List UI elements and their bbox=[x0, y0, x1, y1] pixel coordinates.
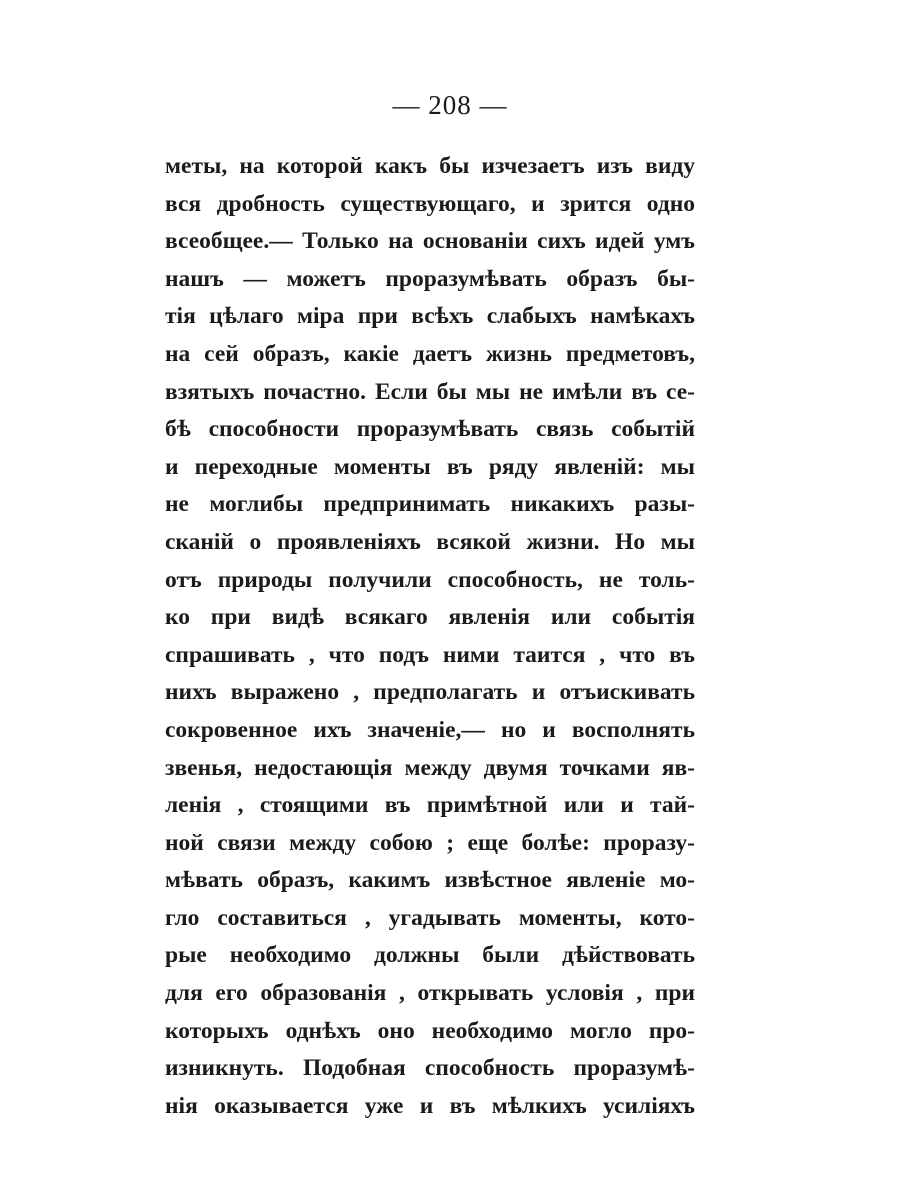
text-line: нихъ выражено , предполагать и отъискивать bbox=[165, 679, 695, 706]
text-line: спрашивать , что подъ ними таится , что въ bbox=[165, 641, 695, 668]
text-line: не моглибы предпринимать никакихъ разы- bbox=[165, 491, 695, 518]
text-line: гло составиться , угадывать моменты, кото- bbox=[165, 904, 695, 931]
text-line: тiя цѣлаго мiра при всѣхъ слабыхъ намѣкахъ bbox=[165, 303, 695, 330]
text-line: звенья, недостающiя между двумя точками яв- bbox=[165, 754, 695, 781]
text-line: нашъ — можетъ проразумѣвать образъ бы- bbox=[165, 265, 695, 292]
text-line: бѣ способности проразумѣвать связь событiй bbox=[165, 416, 695, 443]
text-line: всеобщее.— Только на основанiи сихъ идей умъ bbox=[165, 228, 695, 255]
text-line: и переходные моменты въ ряду явленiй: мы bbox=[165, 453, 695, 480]
text-line: ной связи между собою ; еще болѣе: проразу- bbox=[165, 829, 695, 856]
text-line: для его образованiя , открывать условiя , при bbox=[165, 980, 695, 1007]
page-number: — 208 — bbox=[392, 90, 508, 120]
text-line: на сей образъ, какiе даетъ жизнь предметовъ, bbox=[165, 340, 695, 367]
page-text-body bbox=[165, 148, 695, 1125]
text-line: которыхъ однѣхъ оно необходимо могло про- bbox=[165, 1017, 695, 1044]
text-line: изникнуть. Подобная способность проразумѣ- bbox=[165, 1055, 695, 1082]
text-line: сокровенное ихъ значенiе,— но и восполнять bbox=[165, 716, 695, 743]
text-line: мѣвать образъ, какимъ извѣстное явленiе мо- bbox=[165, 867, 695, 894]
text-line: меты, на которой какъ бы изчезаетъ изъ виду bbox=[165, 153, 695, 179]
text-line: нiя оказывается уже и въ мѣлкихъ усилiяхъ bbox=[165, 1092, 695, 1119]
text-line: отъ природы получили способность, не толь- bbox=[165, 566, 695, 593]
text-line: сканiй о проявленiяхъ всякой жизни. Но мы bbox=[165, 528, 695, 555]
text-line: ленiя , стоящими въ примѣтной или и тай- bbox=[165, 792, 695, 819]
text-line: ко при видѣ всякаго явленiя или событiя bbox=[165, 604, 695, 631]
text-line: рые необходимо должны были дѣйствовать bbox=[165, 942, 695, 969]
text-line: вся дробность существующаго, и зрится одно bbox=[165, 190, 695, 217]
text-line: взятыхъ почастно. Если бы мы не имѣли въ се- bbox=[165, 378, 695, 405]
